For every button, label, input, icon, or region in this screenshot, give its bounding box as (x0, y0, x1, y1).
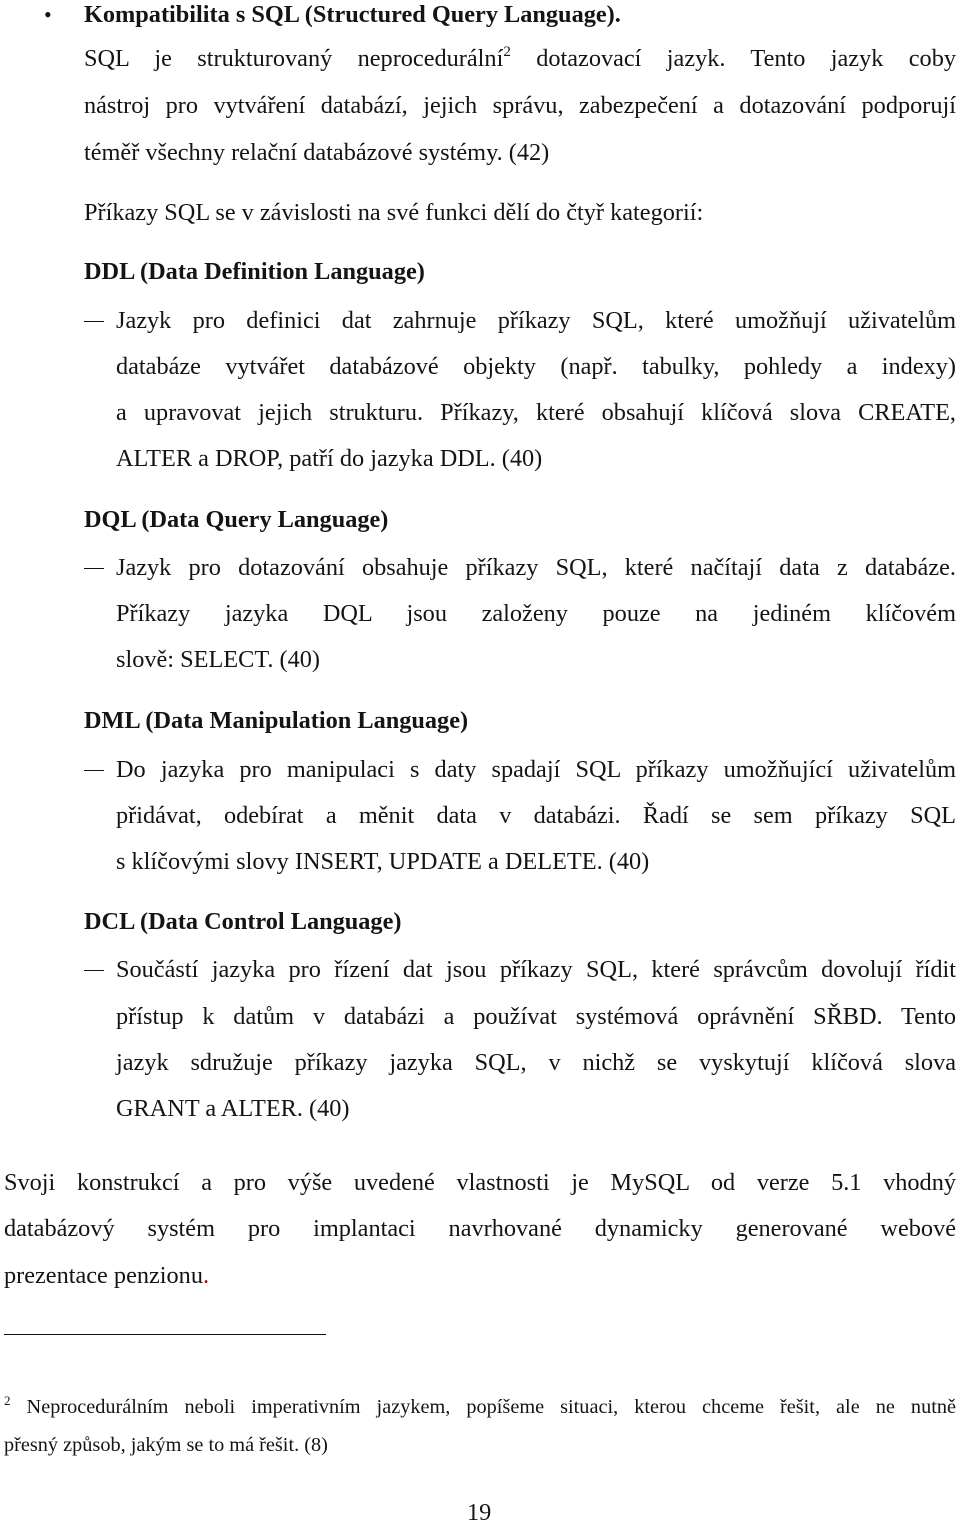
footnote-separator (4, 1334, 326, 1335)
ddl-line-2: databáze vytvářet databázové objekty (např. tabulky, pohledy a indexy) (116, 353, 956, 380)
closing-line-3-text: prezentace penzionu (4, 1262, 203, 1289)
ddl-line-4: ALTER a DROP, patří do jazyka DDL. (40) (116, 445, 543, 472)
closing-line-1: Svoji konstrukcí a pro výše uvedené vlastnosti je MySQL od verze 5.1 vhodný (4, 1169, 956, 1196)
compat-line-3: téměř všechny relační databázové systémy. (42) (84, 139, 550, 166)
dml-line-2: přidávat, odebírat a měnit data v databázi. Řadí se sem příkazy SQL (116, 802, 956, 829)
footnote-line-2: přesný způsob, jakým se to má řešit. (8) (4, 1434, 328, 1456)
dml-line-1: Do jazyka pro manipulaci s daty spadají SQL příkazy umožňující uživatelům (116, 756, 956, 783)
dash-marker (84, 568, 104, 569)
ddl-line-1: Jazyk pro definici dat zahrnuje příkazy SQL, které umožňují uživatelům (116, 307, 956, 334)
dcl-line-2: přístup k datům v databázi a používat systémová oprávnění SŘBD. Tento (116, 1003, 956, 1030)
dash-marker (84, 321, 104, 322)
ddl-heading: DDL (Data Definition Language) (84, 258, 425, 285)
dql-line-3: slově: SELECT. (40) (116, 646, 321, 673)
dcl-line-4: GRANT a ALTER. (40) (116, 1095, 350, 1122)
ddl-line-3: a upravovat jejich strukturu. Příkazy, které obsahují klíčová slova CREATE, (116, 399, 956, 426)
footnote-number: 2 (4, 1393, 11, 1408)
closing-line-2: databázový systém pro implantaci navrhované dynamicky generované webové (4, 1215, 956, 1242)
compat-line-2: nástroj pro vytváření databází, jejich správu, zabezpečení a dotazování podporují (84, 92, 956, 119)
dash-marker (84, 770, 104, 771)
dql-heading: DQL (Data Query Language) (84, 506, 389, 533)
compat-line-1-text: SQL je strukturovaný neprocedurální (84, 45, 504, 72)
dml-heading: DML (Data Manipulation Language) (84, 707, 469, 734)
footnote-reference: 2 (503, 44, 511, 60)
dcl-heading: DCL (Data Control Language) (84, 908, 402, 935)
dql-line-2: Příkazy jazyka DQL jsou založeny pouze na jediném klíčovém (116, 600, 956, 627)
bullet-marker: • (44, 2, 52, 27)
footnote-line-1 (4, 1394, 956, 1420)
footnote-line-1-text: Neprocedurálním neboli imperativním jazykem, popíšeme situaci, kterou chceme řešit, ale ne nutně (26, 1396, 956, 1418)
compat-line-1-end: dotazovací jazyk. Tento jazyk coby (536, 45, 956, 72)
compat-heading: Kompatibilita s SQL (Structured Query Language). (84, 1, 621, 28)
closing-period: . (202, 1262, 210, 1289)
closing-line-3 (4, 1261, 209, 1291)
dml-line-3: s klíčovými slovy INSERT, UPDATE a DELETE. (40) (116, 848, 650, 875)
dql-line-1: Jazyk pro dotazování obsahuje příkazy SQL, které načítají data z databáze. (116, 554, 956, 581)
dcl-line-1: Součástí jazyka pro řízení dat jsou příkazy SQL, které správcům dovolují řídit (116, 956, 956, 983)
dash-marker (84, 970, 104, 971)
page-number: 19 (467, 1499, 492, 1526)
compat-line-1 (84, 44, 956, 74)
compat-line-4: Příkazy SQL se v závislosti na své funkci dělí do čtyř kategorií: (84, 199, 704, 226)
dcl-line-3: jazyk sdružuje příkazy jazyka SQL, v nichž se vyskytují klíčová slova (116, 1049, 956, 1076)
